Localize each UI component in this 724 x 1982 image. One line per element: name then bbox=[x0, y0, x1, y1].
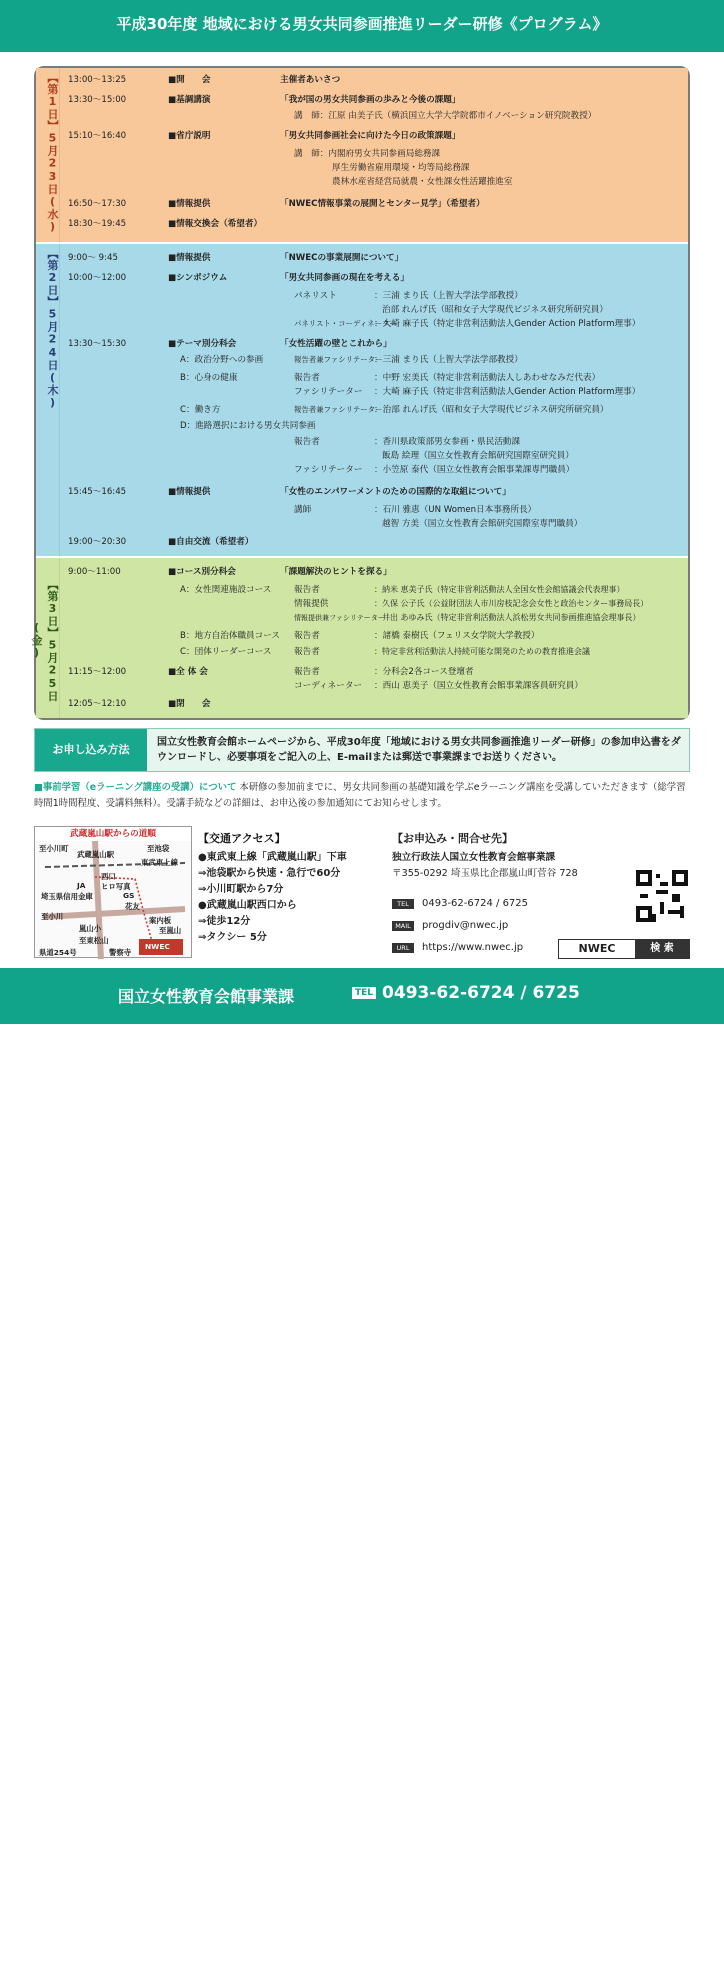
role: 報告者 bbox=[294, 585, 320, 595]
role: パネリスト・コーディネーター bbox=[294, 319, 397, 328]
session-title: 「女性活躍の壁とこれから」 bbox=[280, 339, 392, 349]
speaker: 農林水産省経営局就農・女性課女性活躍推進室 bbox=[332, 177, 513, 187]
application-box bbox=[34, 728, 690, 772]
time: 15:45～16:45 bbox=[68, 487, 127, 497]
time: 15:10～16:40 bbox=[68, 131, 127, 141]
map-label: 埼玉県信用金庫 bbox=[41, 892, 93, 901]
map-label: 案内板 bbox=[149, 916, 172, 925]
subgroup: B：心身の健康 bbox=[180, 373, 238, 383]
map-label: 県道254号 bbox=[39, 948, 77, 957]
session-name: ■省庁説明 bbox=[168, 131, 211, 141]
access-line: ⇒池袋駅から快速・急行で60分 bbox=[198, 868, 341, 879]
session-name: ■情報提供 bbox=[168, 199, 211, 209]
person: 飯島 絵理（国立女性教育会館研究国際室研究員） bbox=[382, 451, 574, 461]
tel-number[interactable]: 0493-62-6724 / 6725 bbox=[422, 898, 529, 909]
role: コーディネーター bbox=[294, 681, 363, 691]
footer-tel bbox=[352, 983, 580, 1003]
role: パネリスト bbox=[294, 291, 337, 301]
person: 治部 れんげ氏（昭和女子大学現代ビジネス研究所研究員） bbox=[382, 305, 608, 315]
elearning-text: 本研修の参加前までに、男女共同参画の基礎知識を学ぶeラーニング講座を受講していただきます（総学習時間1時間程度、受講料無料）。受講手続などの詳細は、お申込後の参加通知にてお知らせします。 bbox=[34, 782, 686, 809]
session-name: ■情報交換会（希望者） bbox=[168, 219, 263, 229]
map-label: NWEC bbox=[145, 942, 170, 951]
day3-label: 【第3日】5月25日(金) bbox=[30, 578, 59, 702]
session-title: 「我が国の男女共同参画の歩みと今後の課題」 bbox=[280, 95, 461, 105]
page-header: 平成30年度 地域における男女共同参画推進リーダー研修《プログラム》 bbox=[0, 0, 724, 52]
role: ファシリテーター bbox=[294, 387, 363, 397]
role: ファシリテーター bbox=[294, 465, 363, 475]
access-map bbox=[34, 826, 192, 958]
session-name: ■テーマ別分科会 bbox=[168, 339, 237, 349]
mail-row bbox=[392, 920, 508, 931]
session-name: ■全 体 会 bbox=[168, 667, 208, 677]
url-row bbox=[392, 942, 523, 953]
day2-section bbox=[36, 244, 688, 556]
day2-label: 【第2日】5月24日(木) bbox=[46, 248, 59, 410]
person: ：納米 恵美子氏（特定非営利活動法人全国女性会館協議会代表理事） bbox=[374, 585, 625, 594]
map-label: GS bbox=[123, 891, 135, 900]
time: 13:30～15:00 bbox=[68, 95, 127, 105]
person: 越智 方美（国立女性教育会館研究国際室専門職員） bbox=[382, 519, 583, 529]
time: 11:15～12:00 bbox=[68, 667, 127, 677]
role: 報告者 bbox=[294, 631, 320, 641]
day1-label: 【第1日】5月23日(水) bbox=[46, 72, 59, 234]
footer-tel-badge: TEL bbox=[352, 987, 376, 999]
access-line: ⇒小川町駅から7分 bbox=[198, 884, 284, 895]
day1-section bbox=[36, 68, 688, 242]
contact-org: 独立行政法人国立女性教育会館事業課 bbox=[392, 852, 556, 863]
subgroup: C：団体リーダーコース bbox=[180, 647, 272, 657]
access-heading: 【交通アクセス】 bbox=[198, 832, 286, 845]
person: ：特定非営利活動法人持続可能な開発のための教育推進会議 bbox=[374, 647, 590, 656]
mail-badge: MAIL bbox=[392, 921, 414, 931]
session-name: ■基調講演 bbox=[168, 95, 211, 105]
footer bbox=[0, 968, 724, 1981]
speaker: 講 師：内閣府男女共同参画局総務課 bbox=[294, 149, 441, 159]
speaker: 講 師：江原 由美子氏（横浜国立大学大学院都市イノベーション研究院教授） bbox=[294, 111, 597, 121]
session-name: ■閉 会 bbox=[168, 699, 211, 709]
session-title: 「男女共同参画社会に向けた今日の政策課題」 bbox=[280, 131, 461, 141]
time: 13:30～15:30 bbox=[68, 339, 127, 349]
search-box[interactable] bbox=[558, 939, 690, 959]
tel-row bbox=[392, 898, 528, 909]
map-label: ヒロ写真 bbox=[101, 882, 131, 891]
recycle-mark: リサイクル適性Ⓐ bbox=[618, 1950, 692, 1964]
map-label: 武蔵嵐山駅 bbox=[77, 850, 114, 859]
time: 16:50～17:30 bbox=[68, 199, 127, 209]
person: ：石川 雅恵（UN Women日本事務所長） bbox=[374, 505, 537, 515]
person: ：三浦 まり氏（上智大学法学部教授） bbox=[374, 291, 523, 301]
session-name: ■開 会 bbox=[168, 75, 211, 85]
map-label: 東武東上線 bbox=[141, 858, 178, 867]
tel-badge: TEL bbox=[392, 899, 414, 909]
application-text: 国立女性教育会館ホームページから、平成30年度「地域における男女共同参画推進リーダー研修」の参加申込書をダウンロードし、必要事項をご記入の上、E-mailまたは郵送で事業課までお送りください。 bbox=[157, 737, 681, 763]
session-name: ■情報提供 bbox=[168, 253, 211, 263]
role: 報告者兼ファシリテーター bbox=[294, 355, 383, 364]
person: ：諸橋 泰樹氏（フェリス女学院大学教授） bbox=[374, 631, 540, 641]
access-line: ●東武東上線「武蔵嵐山駅」下車 bbox=[198, 852, 347, 863]
subgroup: A：政治分野への参画 bbox=[180, 355, 264, 365]
subgroup: D：進路選択における男女共同参画 bbox=[180, 421, 316, 431]
footer-org: 国立女性教育会館事業課 bbox=[118, 987, 295, 1006]
session-title: 「NWECの事業展開について」 bbox=[280, 253, 404, 263]
map-title: 武蔵嵐山駅からの道順 bbox=[35, 827, 191, 841]
search-keyword: NWEC bbox=[578, 942, 616, 955]
session-title: 「男女共同参画の現在を考える」 bbox=[280, 273, 409, 283]
person: ：大崎 麻子氏（特定非営利活動法人Gender Action Platform理事） bbox=[374, 319, 641, 329]
mail-address-link[interactable]: progdiv@nwec.jp bbox=[422, 920, 509, 931]
map-label: 西口 bbox=[101, 872, 116, 881]
session-name: ■コース別分科会 bbox=[168, 567, 236, 577]
access-line: ⇒タクシー 5分 bbox=[198, 932, 267, 943]
role: 報告者兼ファシリテーター bbox=[294, 405, 383, 414]
person: ：久保 公子氏（公益財団法人市川房枝記念会女性と政治センター事務局長） bbox=[374, 599, 649, 608]
map-label: 警察寺 bbox=[109, 948, 132, 957]
role: 報告者 bbox=[294, 667, 320, 677]
program-schedule bbox=[30, 66, 690, 720]
map-label: 至東松山 bbox=[79, 936, 109, 945]
role: 報告者 bbox=[294, 437, 320, 447]
time: 13:00～13:25 bbox=[68, 75, 127, 85]
contact-address: 〒355-0292 埼玉県比企郡嵐山町菅谷 728 bbox=[392, 868, 578, 879]
role: 報告者 bbox=[294, 373, 320, 383]
day3-section bbox=[30, 558, 688, 718]
contact-heading: 【お申込み・問合せ先】 bbox=[392, 832, 513, 845]
person: ：分科会2各コース登壇者 bbox=[374, 667, 474, 677]
elearning-heading: ■事前学習（eラーニング講座の受講）について bbox=[34, 782, 237, 793]
time: 9:00～11:00 bbox=[68, 567, 121, 577]
recycle-note: この印刷物は、印刷用の紙へリサイクルできます。 bbox=[616, 1966, 695, 1981]
person: ：中野 宏美氏（特定非営利活動法人しあわせなみだ代表） bbox=[374, 373, 601, 383]
person: ：治部 れんげ氏（昭和女子大学現代ビジネス研究所研究員） bbox=[374, 405, 609, 415]
person: ：西山 恵美子（国立女性教育会館事業課客員研究員） bbox=[374, 681, 583, 691]
map-label: 至池袋 bbox=[147, 844, 170, 853]
qr-code-icon[interactable] bbox=[636, 870, 688, 922]
time: 10:00～12:00 bbox=[68, 273, 127, 283]
website-link[interactable]: https://www.nwec.jp bbox=[422, 942, 524, 953]
footer-tel-number[interactable]: 0493-62-6724 / 6725 bbox=[382, 983, 580, 1003]
role: 情報提供 bbox=[294, 599, 329, 609]
map-label: 嵐山小 bbox=[79, 924, 102, 933]
subgroup: B：地方自治体職員コース bbox=[180, 631, 280, 641]
time: 9:00～ 9:45 bbox=[68, 253, 118, 263]
subgroup: A：女性関連施設コース bbox=[180, 585, 272, 595]
person: ：井出 あゆみ氏（特定非営利活動法人浜松男女共同参画推進協会理事長） bbox=[374, 613, 641, 622]
time: 12:05～12:10 bbox=[68, 699, 127, 709]
access-line: ⇒徒歩12分 bbox=[198, 916, 251, 927]
subgroup: C：働き方 bbox=[180, 405, 221, 415]
elearning-notice bbox=[34, 780, 690, 812]
session-name: ■自由交流（希望者） bbox=[168, 537, 254, 547]
map-label: JA bbox=[77, 881, 86, 890]
person: ：香川県政策部男女参画・県民活動課 bbox=[374, 437, 521, 447]
time: 18:30～19:45 bbox=[68, 219, 127, 229]
role: 情報提供兼ファシリテーター bbox=[294, 614, 385, 622]
person: ：大崎 麻子氏（特定非営利活動法人Gender Action Platform理事） bbox=[374, 387, 641, 397]
session-title: 「女性のエンパワーメントのための国際的な取組について」 bbox=[280, 487, 511, 497]
map-label: 至嵐山 bbox=[159, 926, 182, 935]
url-badge: URL bbox=[392, 943, 414, 953]
time: 19:00～20:30 bbox=[68, 537, 127, 547]
session-title: 「課題解決のヒントを探る」 bbox=[280, 567, 392, 577]
map-label: 花友 bbox=[125, 902, 140, 911]
session-name: ■情報提供 bbox=[168, 487, 211, 497]
search-button[interactable]: 検 索 bbox=[635, 940, 689, 958]
session-title: 主催者あいさつ bbox=[280, 75, 341, 85]
map-label: 至小川町 bbox=[39, 844, 69, 853]
map-label: 至小川 bbox=[41, 912, 64, 921]
session-name: ■シンポジウム bbox=[168, 273, 228, 283]
person: ：三浦 まり氏（上智大学法学部教授） bbox=[374, 355, 523, 365]
person: ：小笠原 泰代（国立女性教育会館事業課専門職員） bbox=[374, 465, 575, 475]
application-label: お申し込み方法 bbox=[35, 729, 147, 771]
access-line: ●武蔵嵐山駅西口から bbox=[198, 900, 297, 911]
session-title: 「NWEC情報事業の展開とセンター見学」（希望者） bbox=[280, 199, 485, 209]
role: 報告者 bbox=[294, 647, 320, 657]
role: 講師 bbox=[294, 505, 312, 515]
transport-access bbox=[198, 830, 384, 946]
speaker: 厚生労働省雇用環境・均等局総務課 bbox=[332, 163, 470, 173]
